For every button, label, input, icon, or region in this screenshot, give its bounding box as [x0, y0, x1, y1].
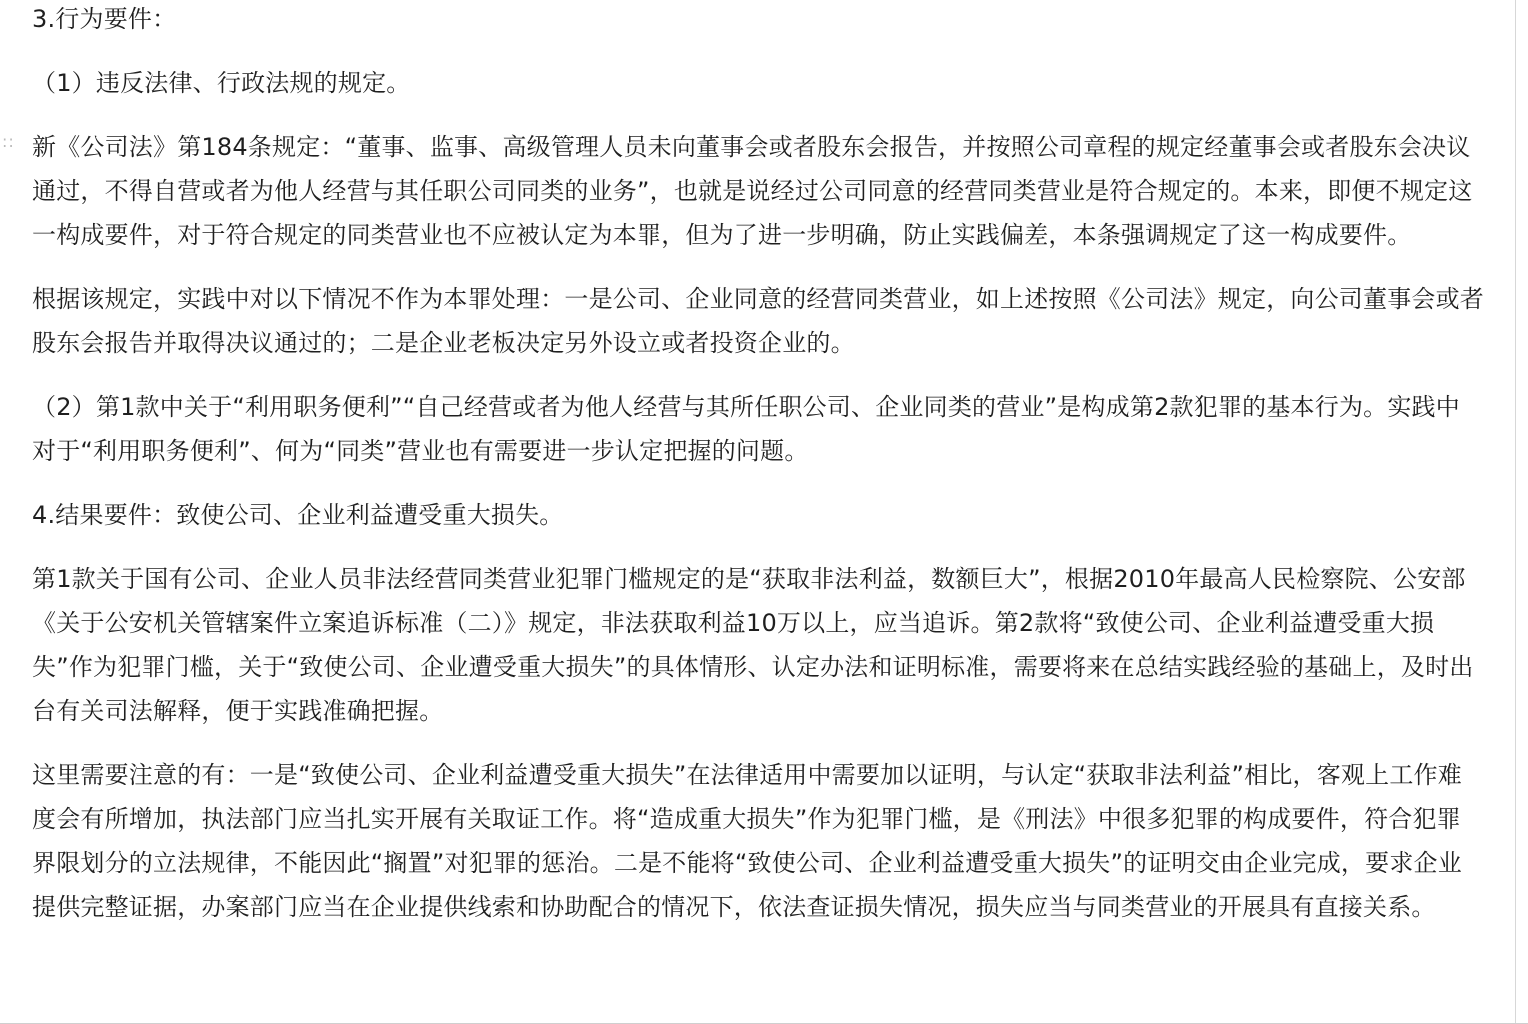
paragraph-2: （1）违反法律、行政法规的规定。: [32, 69, 411, 97]
paragraph-4: 根据该规定，实践中对以下情况不作为本罪处理：一是公司、企业同意的经营同类营业，如上述按照《公司法》规定，向公司董事会或者股东会报告并取得决议通过的；二是企业老板决定另外设立或者投资企业的。: [32, 285, 1484, 357]
paragraph-5: （2）第1款中关于“利用职务便利”“自己经营或者为他人经营与其所任职公司、企业同类的营业”是构成第2款犯罪的基本行为。实践中对于“利用职务便利”、何为“同类”营业也有需要进一步认定把握的问题。: [32, 393, 1460, 465]
document-body: [2, 0, 1484, 929]
paragraph-1: 3.行为要件：: [32, 5, 177, 33]
paragraph-6: 4.结果要件：致使公司、企业利益遭受重大损失。: [32, 501, 564, 529]
right-border: [1515, 0, 1516, 1024]
paragraph-7: 第1款关于国有公司、企业人员非法经营同类营业犯罪门槛规定的是“获取非法利益，数额巨大”，根据2010年最高人民检察院、公安部《关于公安机关管辖案件立案追诉标准（二）》规定，非法获取利益10万以上，应当追诉。第2款将“致使公司、企业利益遭受重大损失”作为犯罪门槛，关于“致使公司、企业遭受重大损失”的具体情形、认定办法和证明标准，需要将来在总结实践经验的基础上，及时出台有关司法解释，便于实践准确把握。: [32, 565, 1474, 725]
drag-handle-icon[interactable]: ::: [2, 132, 15, 151]
paragraph-3-block: [2, 125, 1484, 257]
paragraph-3: 新《公司法》第184条规定：“董事、监事、高级管理人员未向董事会或者股东会报告，并按照公司章程的规定经董事会或者股东会决议通过，不得自营或者为他人经营与其任职公司同类的业务”，也就是说经过公司同意的经营同类营业是符合规定的。本来，即便不规定这一构成要件，对于符合规定的同类营业也不应被认定为本罪，但为了进一步明确，防止实践偏差，本条强调规定了这一构成要件。: [32, 133, 1473, 249]
paragraph-8: 这里需要注意的有：一是“致使公司、企业利益遭受重大损失”在法律适用中需要加以证明，与认定“获取非法利益”相比，客观上工作难度会有所增加，执法部门应当扎实开展有关取证工作。将“造成重大损失”作为犯罪门槛，是《刑法》中很多犯罪的构成要件，符合犯罪界限划分的立法规律，不能因此“搁置”对犯罪的惩治。二是不能将“致使公司、企业利益遭受重大损失”的证明交由企业完成，要求企业提供完整证据，办案部门应当在企业提供线索和协助配合的情况下，依法查证损失情况，损失应当与同类营业的开展具有直接关系。: [32, 761, 1462, 921]
